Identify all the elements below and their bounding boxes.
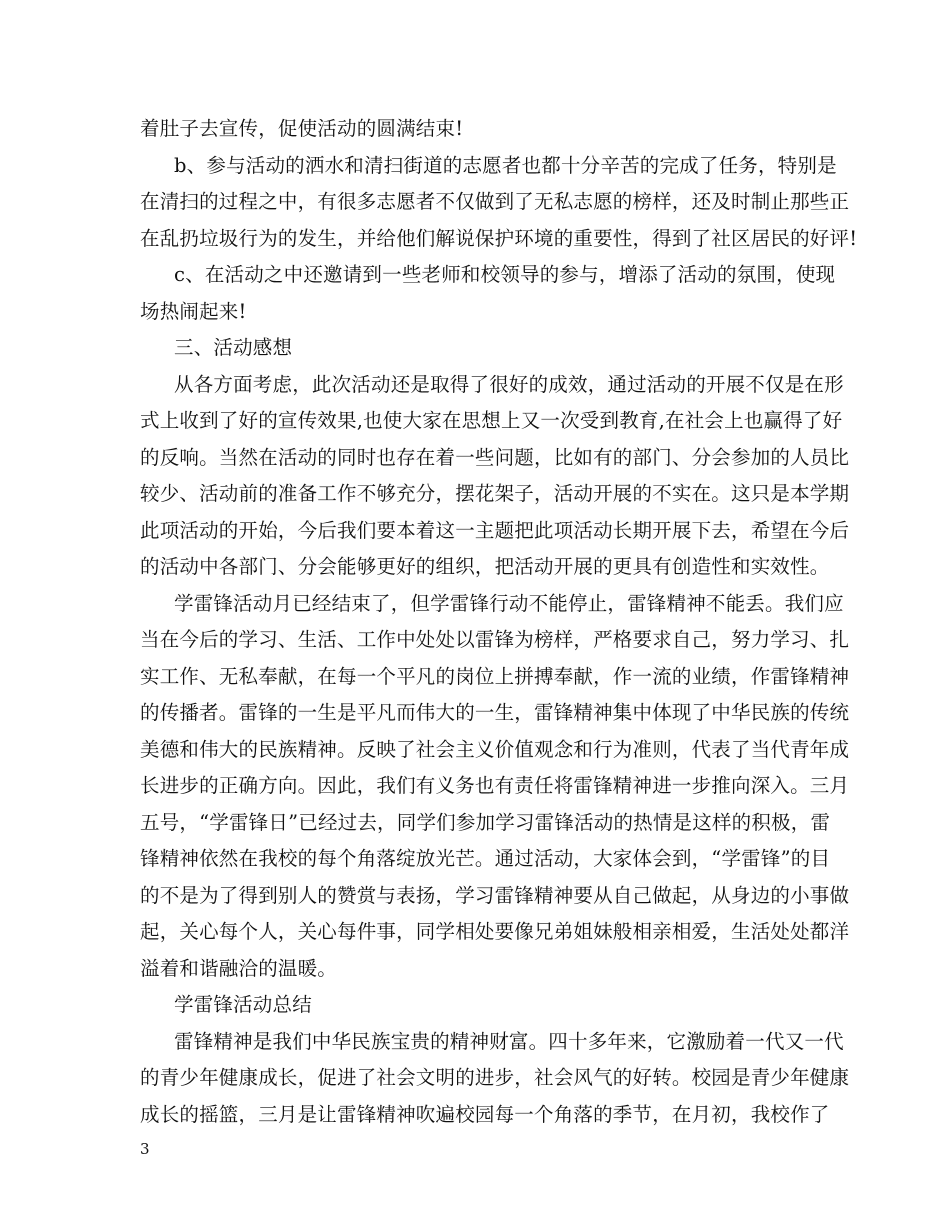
page-number: 3 — [140, 1140, 150, 1158]
text-line: 学雷锋活动总结 — [174, 993, 312, 1016]
text-line: 长进步的正确方向。因此，我们有义务也有责任将雷锋精神进一步推向深入。三月 — [140, 774, 850, 797]
text-line: c、在活动之中还邀请到一些老师和校领导的参与，增添了活动的氛围，使现 — [174, 263, 836, 286]
text-line: 实工作、无私奉献，在每一个平凡的岗位上拼搏奉献，作一流的业绩，作雷锋精神 — [140, 664, 850, 688]
text-line: 此项活动的开始，今后我们要本着这一主题把此项活动长期开展下去，希望在今后 — [140, 518, 850, 542]
text-line: 三、活动感想 — [174, 336, 293, 359]
text-line: 较少、活动前的准备工作不够充分，摆花架子，活动开展的不实在。这只是本学期 — [140, 482, 850, 505]
text-line: 的传播者。雷锋的一生是平凡而伟大的一生，雷锋精神集中体现了中华民族的传统 — [140, 701, 850, 724]
text-line: 美德和伟大的民族精神。反映了社会主义价值观念和行为准则，代表了当代青年成 — [140, 737, 850, 761]
text-line: 溢着和谐融洽的温暖。 — [140, 956, 338, 980]
text-line: 式上收到了好的宣传效果,也使大家在思想上又一次受到教育,在社会上也赢得了好 — [140, 409, 843, 432]
text-line: 着肚子去宣传，促使活动的圆满结束! — [140, 117, 464, 140]
text-line: 的青少年健康成长，促进了社会文明的进步，社会风气的好转。校园是青少年健康 — [140, 1066, 850, 1089]
text-line: 锋精神依然在我校的每个角落绽放光芒。通过活动，大家体会到，“学雷锋”的目 — [140, 847, 831, 870]
text-line: 起，关心每个人，关心每件事，同学相处要像兄弟姐妹般相亲相爱，生活处处都洋 — [140, 920, 850, 943]
text-line: 场热闹起来! — [140, 299, 247, 323]
text-line: 的不是为了得到别人的赞赏与表扬，学习雷锋精神要从自己做起，从身边的小事做 — [140, 883, 850, 907]
text-line: 成长的摇篮，三月是让雷锋精神吹遍校园每一个角落的季节，在月初，我校作了 — [140, 1102, 830, 1126]
text-line: 从各方面考虑，此次活动还是取得了很好的成效，通过活动的开展不仅是在形 — [174, 372, 844, 396]
text-line: 在乱扔垃圾行为的发生，并给他们解说保护环境的重要性，得到了社区居民的好评! — [140, 226, 858, 250]
text-line: 学雷锋活动月已经结束了，但学雷锋行动不能停止，雷锋精神不能丢。我们应 — [174, 591, 844, 615]
text-line: 五号，“学雷锋日”已经过去，同学们参加学习雷锋活动的热情是这样的积极，雷 — [140, 810, 831, 834]
text-line: 当在今后的学习、生活、工作中处处以雷锋为榜样，严格要求自己，努力学习、扎 — [140, 628, 850, 651]
text-line: 的反响。当然在活动的同时也存在着一些问题，比如有的部门、分会参加的人员比 — [140, 445, 850, 469]
text-line: 雷锋精神是我们中华民族宝贵的精神财富。四十多年来，它激励着一代又一代 — [174, 1029, 844, 1053]
text-line: b、参与活动的洒水和清扫街道的志愿者也都十分辛苦的完成了任务，特别是 — [174, 153, 837, 177]
text-line: 的活动中各部门、分会能够更好的组织，把活动开展的更具有创造性和实效性。 — [140, 555, 830, 578]
text-line: 在清扫的过程之中，有很多志愿者不仅做到了无私志愿的榜样，还及时制止那些正 — [140, 190, 850, 213]
document-body — [140, 111, 858, 1133]
